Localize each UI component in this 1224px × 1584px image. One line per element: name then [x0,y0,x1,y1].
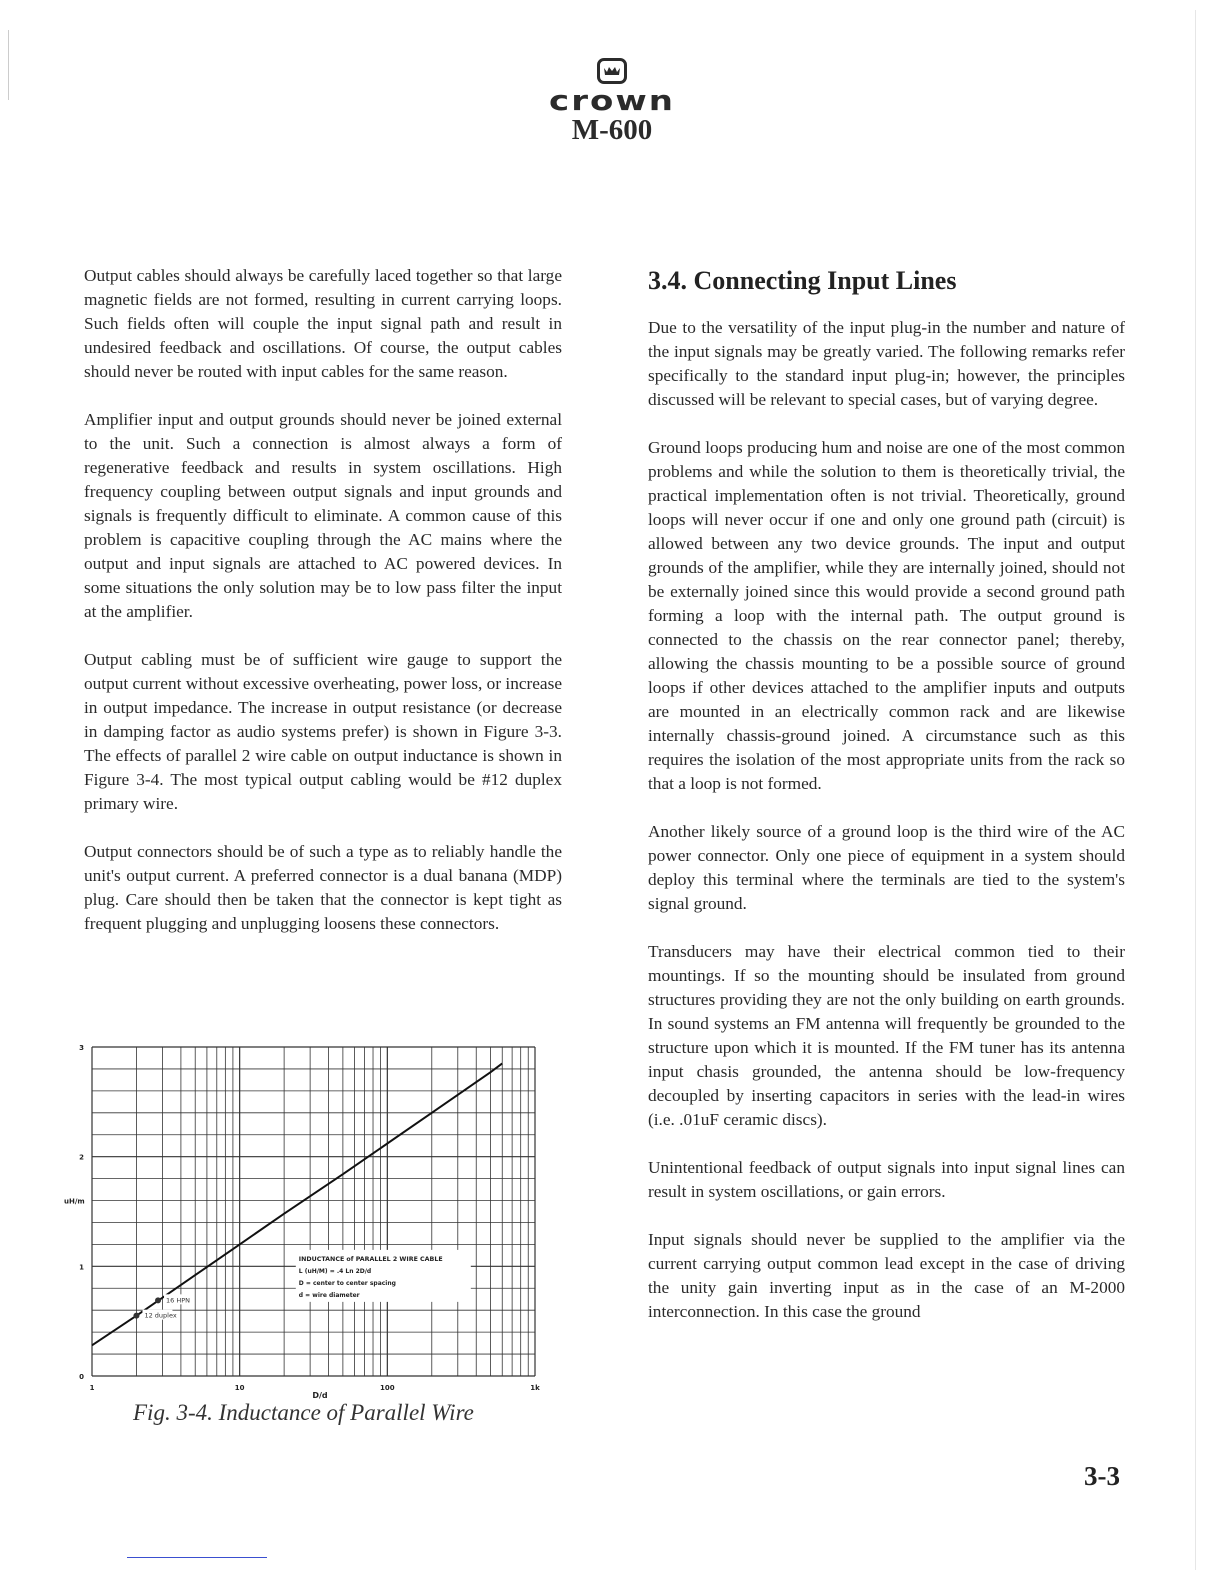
chart-annotation [296,1250,471,1302]
x-tick-label: 1 [89,1384,95,1392]
x-tick-label: 10 [234,1384,245,1392]
inductance-chart [60,1035,560,1415]
figure-caption: Fig. 3-4. Inductance of Parallel Wire [133,1400,474,1425]
y-tick-label: 2 [79,1153,84,1162]
annotation-line: d = wire diameter [298,1291,360,1299]
x-axis-label: D/d [312,1391,328,1400]
paragraph: Output cables should always be carefully laced together so that large magnetic fields are not formed, resulting in current carrying loops. Such fields often will couple the input signal path and result in undesired feedback and oscillations. Of course, the output cables should never be routed with input cables for the same reason. [84,266,562,381]
marker-label: 12 duplex [144,1311,177,1320]
y-tick-label: 0 [79,1373,84,1381]
x-tick-label: 1k [530,1384,540,1392]
annotation-line: D = center to center spacing [298,1279,396,1287]
annotation-line: INDUCTANCE of PARALLEL 2 WIRE CABLE [298,1255,443,1263]
paragraph: Another likely source of a ground loop is the third wire of the AC power connector. Only one piece of equipment in a system should deploy this terminal where the terminals are tied to the system's signal ground. [648,822,1125,913]
page-number: 3-3 [1084,1461,1120,1491]
y-tick-label: 1 [79,1263,84,1272]
chart-series [92,1063,502,1345]
data-point-marker [155,1297,161,1303]
left-column [84,264,562,960]
chart-svg [60,1035,560,1415]
paragraph: Input signals should never be supplied to the amplifier via the current carrying output common lead except in the case of driving the unity gain inverting input as in the case of an M-2000 interconnection. In this case the ground [648,1230,1125,1321]
right-column [648,264,1125,1348]
paragraph: Output connectors should be of such a type as to reliably handle the unit's output current. A preferred connector is a dual banana (MDP) plug. Care should then be taken that the connector is kept tight as frequent plugging and unplugging loosens these connectors. [84,842,562,933]
scan-edge [8,30,9,100]
scan-edge [1195,10,1196,1570]
chart-grid [92,1047,535,1376]
data-point-marker [133,1313,139,1319]
model-name: M-600 [571,114,653,146]
paragraph: Transducers may have their electrical common tied to their mountings. If so the mounting should be insulated from ground structures providing they are not the only building on earth grounds. In sound systems an FM antenna will frequently be grounded to the structure upon which it is mounted. If the FM tuner has its antenna input chasis grounded, the antenna should be low-frequency decoupled by inserting capacitors in series with the lead-in wires (i.e. .01uF ceramic discs). [648,942,1125,1129]
marker-label: 16 HPN [166,1296,191,1305]
paragraph: Unintentional feedback of output signals into input signal lines can result in system oscillations, or gain errors. [648,1158,1125,1201]
paragraph: Due to the versatility of the input plug-in the number and nature of the input signals may be greatly varied. The following remarks refer specifically to the standard input plug-in; however, the principles discussed will be relevant to special cases, but of varying degree. [648,318,1125,409]
paragraph: Ground loops producing hum and noise are one of the most common problems and while the solution to them is theoretically trivial, the practical implementation often is not trivial. Theoretically, ground loops will never occur if one and only one ground path (circuit) is allowed between any two device grounds. The input and output grounds of the amplifier, while they are internally joined, should not be externally joined since this would provide a second ground path forming a loop with the internal path. The output ground is connected to the chassis on the rear connector panel; thereby, allowing the chassis mounting to be a possible source of ground loops if other devices attached to the amplifier inputs and outputs are mounted in an electrically common rack and are likewise internally chassis-ground joined. A circumstance such as this requires the isolation of the most appropriate units from the rack so that a loop is not formed. [648,438,1125,793]
crown-icon [597,58,627,84]
series-line [92,1063,502,1345]
brand-logo-text: crown [549,85,675,117]
y-axis-label: uH/m [64,1197,85,1206]
chart-axes [64,1044,540,1400]
section-title: 3.4. Connecting Input Lines [648,266,957,295]
paragraph: Output cabling must be of sufficient wire gauge to support the output current without excessive overheating, power loss, or increase in output impedance. The increase in output resistance (or decrease in damping factor as audio systems prefer) is shown in Figure 3-3. The effects of parallel 2 wire cable on output inductance is shown in Figure 3-4. The most typical output cabling would be #12 duplex primary wire. [84,650,562,813]
y-tick-label: 3 [79,1044,84,1052]
page-header [0,58,1224,147]
annotation-line: L (uH/M) = .4 Ln 2D/d [298,1267,372,1275]
x-tick-label: 100 [380,1384,395,1392]
paragraph: Amplifier input and output grounds should never be joined external to the unit. Such a connection is almost always a form of regenerative feedback and results in system oscillations. High frequency coupling between output signals and input grounds and signals is frequently difficult to eliminate. A common cause of this problem is capacitive coupling through the AC mains where the output and input signals are attached to AC powered devices. In some situations the only solution may be to low pass filter the input at the amplifier. [84,410,562,621]
footer-rule [127,1557,267,1558]
